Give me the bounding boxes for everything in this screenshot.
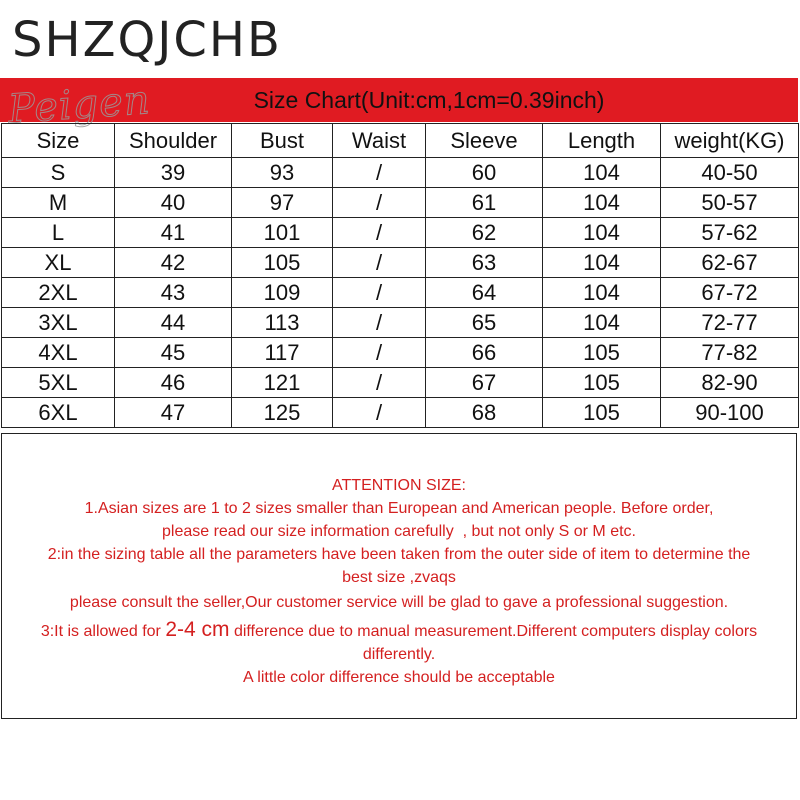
table-cell: 82-90 bbox=[661, 368, 799, 398]
table-cell: 90-100 bbox=[661, 398, 799, 428]
table-cell: 5XL bbox=[2, 368, 115, 398]
table-cell: 3XL bbox=[2, 308, 115, 338]
table-cell: 68 bbox=[426, 398, 543, 428]
table-cell: 121 bbox=[232, 368, 333, 398]
table-cell: 105 bbox=[232, 248, 333, 278]
table-cell: 41 bbox=[115, 218, 232, 248]
brand-logo: SHZQJCHB bbox=[12, 12, 282, 68]
table-cell: 43 bbox=[115, 278, 232, 308]
table-row bbox=[2, 248, 799, 278]
table-row bbox=[2, 398, 799, 428]
table-cell: 104 bbox=[543, 188, 661, 218]
table-cell: / bbox=[333, 158, 426, 188]
table-cell: 104 bbox=[543, 248, 661, 278]
table-cell: 57-62 bbox=[661, 218, 799, 248]
table-cell: 62-67 bbox=[661, 248, 799, 278]
note-2c: please consult the seller,Our customer service will be glad to gave a professional suggestion. bbox=[69, 594, 729, 611]
table-cell: 77-82 bbox=[661, 338, 799, 368]
table-cell: 40-50 bbox=[661, 158, 799, 188]
column-header: Sleeve bbox=[426, 124, 543, 158]
table-row bbox=[2, 338, 799, 368]
table-cell: 104 bbox=[543, 278, 661, 308]
note-3-post: difference due to manual measurement.Different computers display colors bbox=[229, 623, 758, 640]
table-cell: XL bbox=[2, 248, 115, 278]
table-row bbox=[2, 368, 799, 398]
table-row bbox=[2, 188, 799, 218]
table-cell: 63 bbox=[426, 248, 543, 278]
table-cell: 72-77 bbox=[661, 308, 799, 338]
note-3b: differently. bbox=[362, 646, 436, 663]
table-cell: M bbox=[2, 188, 115, 218]
column-header: weight(KG) bbox=[661, 124, 799, 158]
table-cell: 6XL bbox=[2, 398, 115, 428]
chart-title: Size Chart(Unit:cm,1cm=0.39inch) bbox=[253, 86, 605, 113]
table-cell: / bbox=[333, 188, 426, 218]
table-cell: 67-72 bbox=[661, 278, 799, 308]
table-cell: 65 bbox=[426, 308, 543, 338]
table-cell: 60 bbox=[426, 158, 543, 188]
size-notes bbox=[1, 433, 797, 719]
column-header: Shoulder bbox=[115, 124, 232, 158]
table-cell: 97 bbox=[232, 188, 333, 218]
note-1a: 1.Asian sizes are 1 to 2 sizes smaller than European and American people. Before order, bbox=[84, 500, 714, 517]
table-cell: 45 bbox=[115, 338, 232, 368]
table-cell: S bbox=[2, 158, 115, 188]
note-3-highlight: 2-4 cm bbox=[165, 618, 230, 641]
column-header: Length bbox=[543, 124, 661, 158]
table-cell: 40 bbox=[115, 188, 232, 218]
table-cell: / bbox=[333, 248, 426, 278]
table-row bbox=[2, 308, 799, 338]
table-row bbox=[2, 158, 799, 188]
table-cell: / bbox=[333, 218, 426, 248]
note-2b: best size ,zvaqs bbox=[342, 569, 456, 586]
table-row bbox=[2, 218, 799, 248]
table-cell: 105 bbox=[543, 338, 661, 368]
table-cell: 109 bbox=[232, 278, 333, 308]
table-cell: 105 bbox=[543, 398, 661, 428]
column-header: Size bbox=[2, 124, 115, 158]
table-cell: / bbox=[333, 278, 426, 308]
notes-heading: ATTENTION SIZE: bbox=[332, 477, 466, 494]
table-cell: 104 bbox=[543, 158, 661, 188]
table-cell: 46 bbox=[115, 368, 232, 398]
table-cell: 47 bbox=[115, 398, 232, 428]
note-1b: please read our size information carefully , but not only S or M etc. bbox=[161, 523, 636, 540]
table-cell: 50-57 bbox=[661, 188, 799, 218]
table-cell: 113 bbox=[232, 308, 333, 338]
table-cell: 39 bbox=[115, 158, 232, 188]
table-cell: 61 bbox=[426, 188, 543, 218]
table-cell: 104 bbox=[543, 218, 661, 248]
table-cell: 42 bbox=[115, 248, 232, 278]
table-cell: 93 bbox=[232, 158, 333, 188]
table-cell: 4XL bbox=[2, 338, 115, 368]
table-cell: / bbox=[333, 308, 426, 338]
table-cell: 105 bbox=[543, 368, 661, 398]
note-3c: A little color difference should be acceptable bbox=[243, 669, 555, 686]
table-cell: 117 bbox=[232, 338, 333, 368]
table-cell: 104 bbox=[543, 308, 661, 338]
table-cell: 125 bbox=[232, 398, 333, 428]
table-cell: 67 bbox=[426, 368, 543, 398]
column-header: Bust bbox=[232, 124, 333, 158]
note-3-pre: 3:It is allowed for bbox=[40, 623, 166, 640]
table-cell: 2XL bbox=[2, 278, 115, 308]
note-2a: 2:in the sizing table all the parameters have been taken from the outer side of item to determine the bbox=[47, 546, 751, 563]
table-cell: 66 bbox=[426, 338, 543, 368]
table-cell: 44 bbox=[115, 308, 232, 338]
size-chart-table bbox=[1, 123, 799, 428]
table-cell: 62 bbox=[426, 218, 543, 248]
table-header-row bbox=[2, 124, 799, 158]
table-cell: / bbox=[333, 338, 426, 368]
table-cell: 64 bbox=[426, 278, 543, 308]
table-row bbox=[2, 278, 799, 308]
watermark-logo: Peigen bbox=[6, 77, 153, 133]
table-cell: / bbox=[333, 398, 426, 428]
table-body bbox=[2, 158, 799, 428]
table-cell: 101 bbox=[232, 218, 333, 248]
table-cell: / bbox=[333, 368, 426, 398]
column-header: Waist bbox=[333, 124, 426, 158]
note-3a bbox=[2, 618, 796, 643]
table-cell: L bbox=[2, 218, 115, 248]
